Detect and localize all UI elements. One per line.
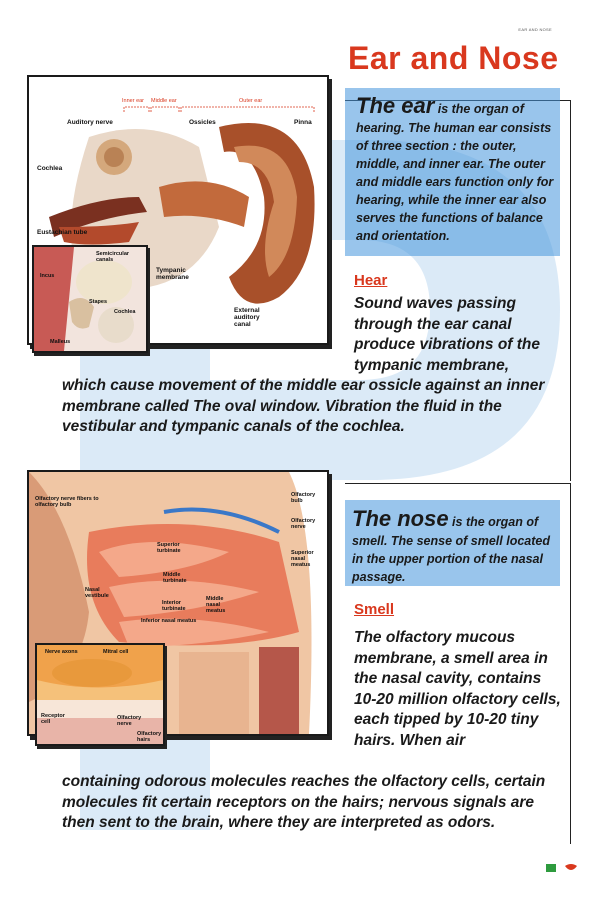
label-middle-meatus: Middle nasal meatus xyxy=(206,596,226,614)
inset-label-olfactory-hairs: Olfactory hairs xyxy=(137,731,162,743)
label-middle-turbinate: Middle turbinate xyxy=(163,572,187,584)
nose-body-wide: containing odorous molecules reaches the olfactory cells, certain molecules fit certain receptors on the hairs; nervous signals are then sent to the brain, where they are interpreted as odors. xyxy=(62,773,546,831)
label-nasal-vestibule: Nasal vestibule xyxy=(85,587,109,599)
label-external-canal: External auditory canal xyxy=(234,307,260,328)
olfactory-cells-illustration xyxy=(37,645,163,744)
inset-label-malleus: Malleus xyxy=(50,339,71,345)
ear-lead: The ear xyxy=(356,93,435,118)
inset-label-nerve-axons: Nerve axons xyxy=(45,649,78,655)
ear-intro-text xyxy=(356,93,556,245)
smell-subheading: Smell xyxy=(354,601,395,618)
nose-intro: is the organ of smell. The sense of smell located in the upper portion of the nasal passage. xyxy=(352,515,550,584)
green-logo-icon xyxy=(546,864,556,872)
header-tiny-label: EAR AND NOSE xyxy=(518,27,552,32)
inset-label-incus: Incus xyxy=(40,273,55,279)
label-auditory-nerve: Auditory nerve xyxy=(67,119,113,126)
ear-intro: is the organ of hearing. The human ear consists of three section : the outer, middle, and inner ear. The outer and middle ears function only for hearing, while the inner ear also serves the functions of balance and orientation. xyxy=(356,102,554,243)
inset-label-stapes: Stapes xyxy=(89,299,108,305)
label-interior-turbinate: Interior turbinate xyxy=(162,600,186,612)
label-inner-ear: Inner ear xyxy=(122,98,145,104)
label-pinna: Pinna xyxy=(294,119,312,126)
label-olfactory-bulb: Olfactory bulb xyxy=(291,492,316,504)
label-outer-ear: Outer ear xyxy=(239,98,263,104)
label-superior-meatus: Superior nasal meatus xyxy=(291,550,314,568)
inset-label-mitral-cell: Mitral cell xyxy=(103,649,129,655)
hear-subheading: Hear xyxy=(354,272,388,289)
nose-lead: The nose xyxy=(352,506,449,531)
label-ossicles: Ossicles xyxy=(189,119,216,126)
inset-label-semicircular: Semicircular canals xyxy=(96,251,130,263)
inset-label-olfactory-nerve: Olfactory nerve xyxy=(117,715,142,727)
ear-body-wide: which cause movement of the middle ear ossicle against an inner membrane called The oval window. Vibration the fluid in the vestibular and tympanic canals of the cochlea. xyxy=(62,377,545,435)
label-middle-ear: Middle ear xyxy=(151,98,177,104)
nose-inset-diagram xyxy=(35,643,165,746)
label-eustachian-tube: Eustachian tube xyxy=(37,229,88,236)
label-olfactory-nerve: Olfactory nerve xyxy=(291,518,316,530)
nose-intro-text xyxy=(352,506,556,586)
inset-label-cochlea: Cochlea xyxy=(114,309,136,315)
label-inferior-meatus: Inferior nasal meatus xyxy=(141,618,197,624)
publisher-logos xyxy=(545,862,581,876)
label-olfactory-fibers: Olfactory nerve fibers to olfactory bulb xyxy=(35,496,99,508)
label-tympanic-membrane: Tympanic membrane xyxy=(156,267,189,281)
red-logo-icon xyxy=(565,864,577,870)
label-cochlea: Cochlea xyxy=(37,165,63,172)
nose-body-box: The olfactory mucous membrane, a smell area in the nasal cavity, contains 10-20 million olfactory cells, each tipped by 10-20 tiny hairs. When air xyxy=(354,629,561,749)
page-title: Ear and Nose xyxy=(348,40,559,76)
label-superior-turbinate: Superior turbinate xyxy=(157,542,181,554)
ear-inset-diagram xyxy=(32,245,148,353)
ear-body-box: Sound waves passing through the ear canal produce vibrations of the tympanic membrane, xyxy=(354,295,541,374)
inset-label-receptor-cell: Receptor cell xyxy=(41,713,65,725)
